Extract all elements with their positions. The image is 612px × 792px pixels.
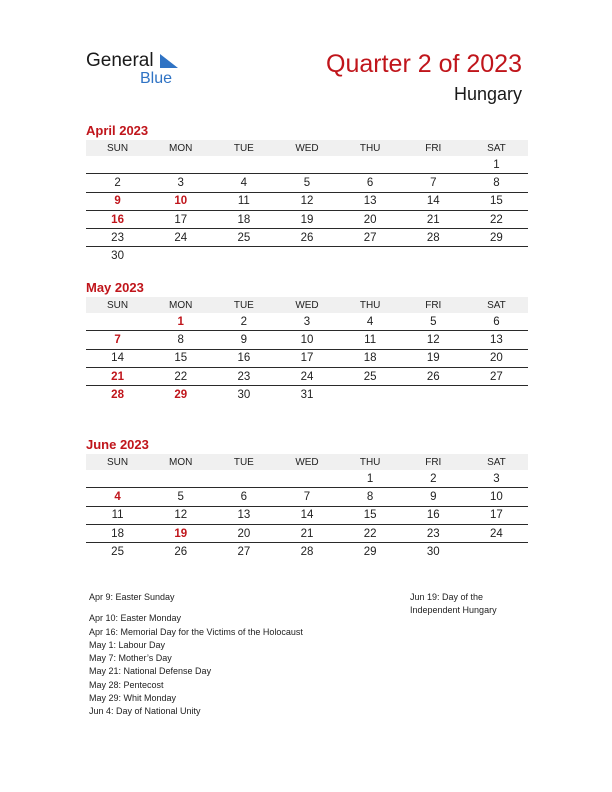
weekday-header: MON <box>149 454 212 470</box>
day-cell: 3 <box>149 174 212 192</box>
day-cell: 30 <box>237 388 251 401</box>
day-cell: 12 <box>149 506 212 524</box>
day-cell: 20 <box>339 210 402 228</box>
weekday-header: SAT <box>465 454 528 470</box>
day-cell: 14 <box>275 506 338 524</box>
day-cell: 12 <box>275 192 338 210</box>
day-cell: 18 <box>212 210 275 228</box>
day-cell: 1 <box>339 470 402 488</box>
day-cell: 28 <box>300 545 314 558</box>
week-row <box>86 543 528 561</box>
day-cell: 23 <box>86 229 149 247</box>
week-row <box>86 156 528 174</box>
day-cell <box>212 156 275 174</box>
day-cell: 6 <box>465 313 528 331</box>
logo-blue-text: Blue <box>140 70 173 87</box>
day-cell: 14 <box>86 349 149 367</box>
day-cell <box>86 313 149 331</box>
day-cell: 14 <box>402 192 465 210</box>
holiday-note: Independent Hungary <box>410 605 497 616</box>
weekday-header: WED <box>275 454 338 470</box>
holiday-note: Jun 19: Day of the <box>410 592 484 602</box>
day-cell <box>402 386 465 404</box>
day-cell: 7 <box>275 488 338 506</box>
logo-general-text: General <box>86 50 154 71</box>
day-cell: 30 <box>426 545 440 558</box>
day-cell: 19 <box>149 524 212 542</box>
day-cell: 5 <box>149 488 212 506</box>
week-row <box>86 386 528 404</box>
day-cell: 23 <box>212 367 275 385</box>
day-cell <box>465 543 528 561</box>
weekday-header: MON <box>149 140 212 156</box>
day-cell: 2 <box>86 174 149 192</box>
day-cell: 22 <box>465 210 528 228</box>
week-row <box>86 349 528 367</box>
day-cell: 12 <box>402 331 465 349</box>
week-row <box>86 229 528 247</box>
day-cell <box>149 156 212 174</box>
day-cell <box>275 247 338 265</box>
holiday-notes <box>89 591 303 719</box>
holiday-note: Apr 10: Easter Monday <box>89 613 182 624</box>
day-cell: 23 <box>402 524 465 542</box>
month-title: April 2023 <box>86 123 149 138</box>
weekday-header: SUN <box>86 297 149 313</box>
weekday-header: MON <box>149 297 212 313</box>
weekday-header: THU <box>339 140 402 156</box>
day-cell: 16 <box>86 210 149 228</box>
weekday-header: WED <box>275 140 338 156</box>
day-cell <box>275 156 338 174</box>
country-name: Hungary <box>453 84 522 104</box>
holiday-note: Apr 16: Memorial Day for the Victims of the Holocaust <box>89 626 303 637</box>
weekday-header-row <box>86 297 528 313</box>
day-cell: 10 <box>465 488 528 506</box>
day-cell: 10 <box>149 192 212 210</box>
week-row <box>86 331 528 349</box>
day-cell: 22 <box>149 367 212 385</box>
day-cell: 29 <box>363 545 377 558</box>
day-cell <box>465 386 528 404</box>
weekday-header: SAT <box>465 297 528 313</box>
day-cell: 19 <box>402 349 465 367</box>
holiday-notes-right <box>410 591 497 618</box>
weekday-header-row <box>86 454 528 470</box>
day-cell <box>339 247 402 265</box>
day-cell: 9 <box>212 331 275 349</box>
day-cell: 11 <box>339 331 402 349</box>
day-cell: 16 <box>402 506 465 524</box>
week-row <box>86 488 528 506</box>
day-cell <box>275 470 338 488</box>
month-june <box>86 436 528 560</box>
day-cell: 29 <box>465 229 528 247</box>
day-cell <box>149 470 212 488</box>
day-cell <box>86 156 149 174</box>
day-cell: 17 <box>465 506 528 524</box>
day-cell: 17 <box>149 210 212 228</box>
holiday-note: Apr 9: Easter Sunday <box>89 592 175 602</box>
day-cell: 22 <box>339 524 402 542</box>
day-cell: 18 <box>339 349 402 367</box>
day-cell: 20 <box>212 524 275 542</box>
day-cell: 13 <box>465 331 528 349</box>
day-cell: 15 <box>465 192 528 210</box>
calendar-grid <box>86 140 528 265</box>
day-cell: 4 <box>339 313 402 331</box>
month-title: May 2023 <box>86 280 144 295</box>
day-cell: 6 <box>212 488 275 506</box>
day-cell: 7 <box>402 174 465 192</box>
day-cell <box>465 247 528 265</box>
page-title: Quarter 2 of 2023 <box>326 50 522 78</box>
weekday-header: FRI <box>402 140 465 156</box>
day-cell: 26 <box>275 229 338 247</box>
day-cell: 8 <box>149 331 212 349</box>
month-title: June 2023 <box>86 437 149 452</box>
weekday-header: THU <box>339 297 402 313</box>
day-cell: 27 <box>237 545 251 558</box>
weekday-header-row <box>86 140 528 156</box>
week-row <box>86 247 528 265</box>
week-row <box>86 192 528 210</box>
day-cell: 25 <box>111 545 124 558</box>
holiday-note: May 1: Labour Day <box>89 639 166 650</box>
week-row <box>86 367 528 385</box>
day-cell: 5 <box>275 174 338 192</box>
day-cell: 28 <box>402 229 465 247</box>
day-cell <box>339 156 402 174</box>
day-cell <box>86 470 149 488</box>
weekday-header: FRI <box>402 297 465 313</box>
day-cell: 9 <box>86 192 149 210</box>
day-cell: 2 <box>402 470 465 488</box>
day-cell: 30 <box>111 250 124 263</box>
day-cell: 21 <box>275 524 338 542</box>
day-cell: 26 <box>174 545 188 558</box>
day-cell: 18 <box>86 524 149 542</box>
weekday-header: TUE <box>212 297 275 313</box>
day-cell: 1 <box>465 156 528 174</box>
calendar-grid <box>86 454 528 560</box>
holiday-note: May 21: National Defense Day <box>89 666 212 677</box>
day-cell: 31 <box>300 388 314 401</box>
weekday-header: SUN <box>86 454 149 470</box>
day-cell <box>212 247 275 265</box>
day-cell: 17 <box>275 349 338 367</box>
day-cell: 11 <box>212 192 275 210</box>
weekday-header: TUE <box>212 140 275 156</box>
week-row <box>86 524 528 542</box>
holiday-note: May 29: Whit Monday <box>89 693 177 704</box>
day-cell <box>339 386 402 404</box>
day-cell: 2 <box>212 313 275 331</box>
day-cell: 29 <box>174 388 188 401</box>
day-cell: 16 <box>212 349 275 367</box>
day-cell <box>212 470 275 488</box>
day-cell: 4 <box>212 174 275 192</box>
day-cell: 24 <box>149 229 212 247</box>
week-row <box>86 470 528 488</box>
day-cell: 24 <box>465 524 528 542</box>
day-cell: 3 <box>465 470 528 488</box>
logo-flag-icon <box>160 54 178 68</box>
holiday-note: May 28: Pentecost <box>89 679 164 690</box>
day-cell: 13 <box>212 506 275 524</box>
day-cell: 21 <box>86 367 149 385</box>
day-cell: 15 <box>149 349 212 367</box>
day-cell <box>402 156 465 174</box>
day-cell: 6 <box>339 174 402 192</box>
weekday-header: TUE <box>212 454 275 470</box>
day-cell: 24 <box>275 367 338 385</box>
month-april <box>86 122 528 265</box>
day-cell <box>149 247 212 265</box>
day-cell: 27 <box>465 367 528 385</box>
day-cell: 7 <box>86 331 149 349</box>
day-cell: 25 <box>212 229 275 247</box>
day-cell: 8 <box>465 174 528 192</box>
day-cell: 20 <box>465 349 528 367</box>
week-row <box>86 506 528 524</box>
week-row <box>86 313 528 331</box>
month-may <box>86 279 528 403</box>
weekday-header: THU <box>339 454 402 470</box>
day-cell: 15 <box>339 506 402 524</box>
day-cell: 19 <box>275 210 338 228</box>
weekday-header: SUN <box>86 140 149 156</box>
day-cell <box>402 247 465 265</box>
day-cell: 3 <box>275 313 338 331</box>
day-cell: 5 <box>402 313 465 331</box>
weekday-header: FRI <box>402 454 465 470</box>
weekday-header: WED <box>275 297 338 313</box>
week-row <box>86 210 528 228</box>
day-cell: 21 <box>402 210 465 228</box>
day-cell: 10 <box>275 331 338 349</box>
week-row <box>86 174 528 192</box>
weekday-header: SAT <box>465 140 528 156</box>
day-cell: 13 <box>339 192 402 210</box>
day-cell: 1 <box>149 313 212 331</box>
day-cell: 8 <box>339 488 402 506</box>
day-cell: 11 <box>86 506 149 524</box>
day-cell: 4 <box>86 488 149 506</box>
holiday-note: May 7: Mother’s Day <box>89 653 172 664</box>
calendar-grid <box>86 297 528 403</box>
holiday-note: Jun 4: Day of National Unity <box>89 706 201 717</box>
day-cell: 28 <box>111 388 124 401</box>
day-cell: 27 <box>339 229 402 247</box>
day-cell: 25 <box>339 367 402 385</box>
day-cell: 9 <box>402 488 465 506</box>
day-cell: 26 <box>402 367 465 385</box>
